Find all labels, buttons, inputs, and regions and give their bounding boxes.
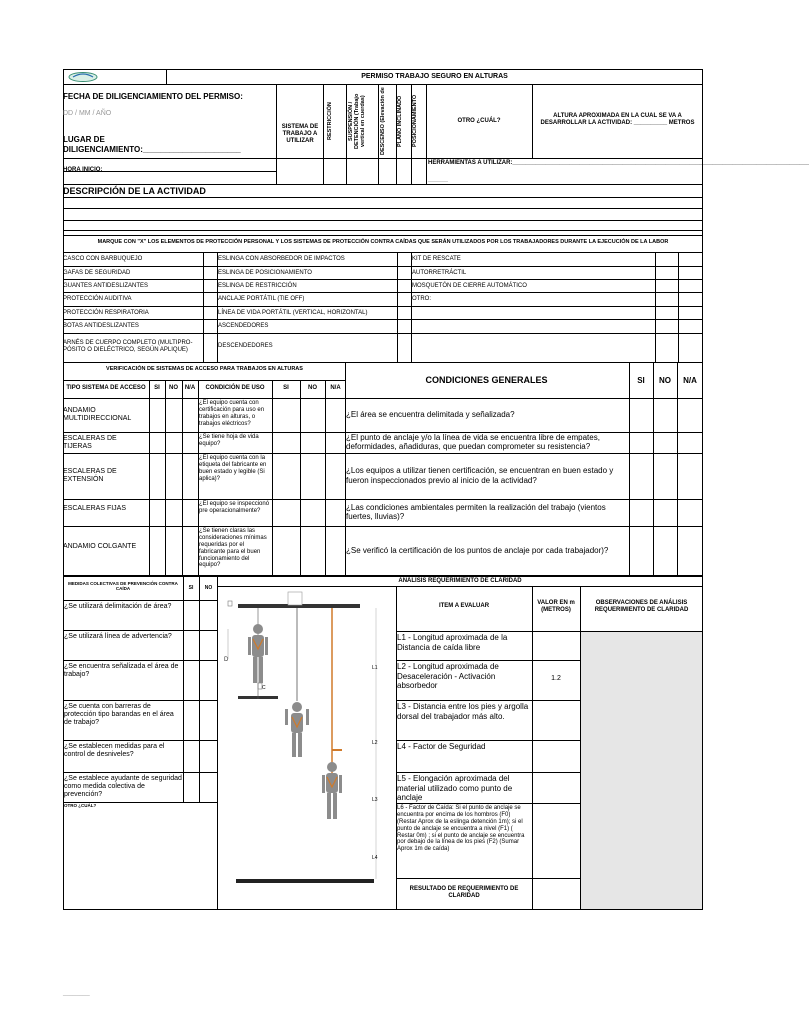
- acceso-check-cell[interactable]: [150, 527, 164, 575]
- acceso-check-cell[interactable]: [166, 399, 180, 431]
- acceso-check-cell[interactable]: [273, 433, 287, 452]
- condicion-check-cell[interactable]: [678, 454, 700, 498]
- acceso-tipo: ESCALERAS DE TIJERAS: [63, 434, 117, 450]
- condicion-check-cell[interactable]: [630, 454, 652, 498]
- condicion-check-cell[interactable]: [630, 399, 652, 431]
- claridad-valor-header: VALOR EN m (METROS): [537, 600, 575, 613]
- epp-item-label: PROTECCIÓN AUDITIVA: [63, 296, 132, 302]
- epp-instruction: MARQUE CON "X" LOS ELEMENTOS DE PROTECCIÓN PERSONAL Y LOS SISTEMAS DE PROTECCIÓN CONTRA CAÍDAS QUE SERÁN UTILIZADOS POR LOS TRABAJADORES DURANTE LA EJECUCIÓN DE LA LABOR: [97, 239, 669, 245]
- claridad-item: L4 - Factor de Seguridad: [397, 742, 486, 751]
- acceso-check-cell[interactable]: [183, 500, 197, 525]
- acceso-check-cell[interactable]: [150, 500, 164, 525]
- col-posicionamiento: POSICIONAMIENTO: [412, 94, 418, 148]
- condicion-check-cell[interactable]: [654, 500, 676, 525]
- epp-item-label: ANCLAJE PORTÁTIL (TIE OFF): [218, 296, 305, 302]
- acceso-condicion: ¿El equipo se inspeccionó pre operacionalmente?: [199, 501, 270, 514]
- acceso-tipo: ANDAMIO MULTIDIRECCIONAL: [63, 407, 132, 423]
- condiciones-na-header: N/A: [683, 376, 697, 385]
- acceso-check-cell[interactable]: [166, 433, 180, 452]
- condicion-check-cell[interactable]: [654, 399, 676, 431]
- diagram-label-l3: L3: [372, 797, 378, 803]
- epp-checkbox[interactable]: [398, 267, 410, 278]
- acceso-check-cell[interactable]: [326, 500, 340, 525]
- acceso-header-na: N/A: [330, 385, 341, 391]
- hora-field[interactable]: HORA INICIO:_______________: [63, 167, 153, 173]
- colectiva-text: ¿Se establece ayudante de seguridad como medida colectiva de prevención?: [64, 775, 182, 799]
- acceso-check-cell[interactable]: [273, 500, 287, 525]
- colectiva-check-cell[interactable]: [200, 601, 215, 629]
- epp-item-label: ESLINGA CON ABSORBEDOR DE IMPACTOS: [218, 256, 345, 262]
- acceso-check-cell[interactable]: [273, 454, 287, 498]
- acceso-check-cell[interactable]: [301, 500, 315, 525]
- form-title: PERMISO TRABAJO SEGURO EN ALTURAS: [361, 73, 508, 80]
- acceso-tipo: ANDAMIO COLGANTE: [63, 543, 137, 550]
- acceso-header-no: NO: [308, 385, 317, 391]
- colectivas-no-header: NO: [204, 585, 213, 591]
- logo-icon: [66, 70, 100, 83]
- epp-item-label: AUTORRETRÁCTIL: [412, 270, 467, 276]
- epp-item-label: ESLINGA DE POSICIONAMIENTO: [218, 270, 312, 276]
- acceso-check-cell[interactable]: [183, 527, 197, 575]
- epp-checkbox[interactable]: [204, 267, 216, 278]
- acceso-check-cell[interactable]: [183, 433, 197, 452]
- epp-checkbox[interactable]: [204, 280, 216, 291]
- condicion-text: ¿Las condiciones ambientales permiten la realización del trabajo (vientos fuertes, lluvias)?: [346, 502, 606, 522]
- epp-item-label: LÍNEA DE VIDA PORTÁTIL (VERTICAL, HORIZONTAL): [218, 310, 368, 316]
- acceso-check-cell[interactable]: [326, 454, 340, 498]
- condiciones-si-header: SI: [637, 376, 645, 385]
- epp-checkbox[interactable]: [398, 280, 410, 291]
- acceso-condicion: ¿Se tienen claras las consideraciones mínimas requeridas por el fabricante para el buen funcionamiento del equipo?: [199, 528, 267, 569]
- epp-checkbox[interactable]: [204, 253, 216, 265]
- altura-field[interactable]: ALTURA APROXIMADA EN LA CUAL SE VA A DESARROLLAR LA ACTIVIDAD: __________ METROS: [540, 113, 695, 126]
- acceso-condicion: ¿El equipo cuenta con la etiqueta del fabricante en buen estado y legible (Si aplica)?: [199, 455, 267, 482]
- epp-item-label: ARNÉS DE CUERPO COMPLETO (MULTIPRO-PÓSITO O DIELÉCTRICO, SEGÚN APLIQUE): [63, 340, 193, 353]
- condicion-check-cell[interactable]: [654, 454, 676, 498]
- colectiva-text: ¿Se utilizará delimitación de área?: [64, 603, 172, 610]
- epp-checkbox[interactable]: [204, 334, 216, 361]
- colectiva-check-cell[interactable]: [200, 661, 215, 699]
- acceso-condicion: ¿El equipo cuenta con certificación para uso en trabajos en alturas, o trabajos eléctricos?: [199, 400, 265, 427]
- epp-checkbox[interactable]: [398, 293, 410, 305]
- acceso-tipo: ESCALERAS DE EXTENSIÓN: [63, 468, 117, 484]
- fall-clearance-diagram: [222, 589, 394, 907]
- acceso-header-si: SI: [154, 385, 160, 391]
- col-plano: PLANO INCLINADO: [397, 95, 403, 147]
- acceso-check-cell[interactable]: [301, 527, 315, 575]
- epp-checkbox[interactable]: [656, 253, 677, 265]
- colectiva-check-cell[interactable]: [184, 661, 199, 699]
- acceso-header-condicion: CONDICIÓN DE USO: [205, 385, 265, 391]
- acceso-check-cell[interactable]: [183, 454, 197, 498]
- colectiva-check-cell[interactable]: [184, 741, 199, 771]
- colectiva-check-cell[interactable]: [200, 701, 215, 739]
- colectiva-check-cell[interactable]: [200, 773, 215, 801]
- colectivas-si-header: SI: [188, 585, 194, 591]
- epp-checkbox[interactable]: [398, 307, 410, 318]
- condiciones-no-header: NO: [659, 376, 671, 385]
- acceso-header-na: N/A: [184, 385, 196, 391]
- condiciones-title: CONDICIONES GENERALES: [425, 375, 548, 385]
- col-suspension: SUSPENSIÓN / DETENCIÓN (Trabajo vertical en cuerdas): [348, 93, 367, 149]
- acceso-title: VERIFICACIÓN DE SISTEMAS DE ACCESO PARA TRABAJOS EN ALTURAS: [106, 366, 303, 372]
- acceso-check-cell[interactable]: [301, 399, 315, 431]
- colectivas-otro: OTRO ¿CUÁL?: [64, 803, 97, 808]
- epp-checkbox[interactable]: [204, 320, 216, 332]
- colectiva-check-cell[interactable]: [184, 601, 199, 629]
- colectivas-title: MEDIDAS COLECTIVAS DE PREVENCIÓN CONTRA CAÍDA: [68, 581, 178, 591]
- condicion-check-cell[interactable]: [654, 527, 676, 575]
- fecha-input[interactable]: DD / MM / AÑO: [63, 110, 112, 117]
- acceso-check-cell[interactable]: [326, 399, 340, 431]
- epp-item-label: OTRO:: [412, 296, 431, 302]
- epp-checkbox[interactable]: [398, 320, 410, 332]
- epp-checkbox[interactable]: [398, 334, 410, 361]
- acceso-check-cell[interactable]: [301, 454, 315, 498]
- claridad-item: L1 - Longitud aproximada de la Distancia de caída libre: [397, 633, 508, 652]
- fecha-label: FECHA DE DILIGENCIAMIENTO DEL PERMISO:: [63, 92, 243, 101]
- diagram-label-l4: L4: [372, 855, 378, 861]
- resultado-label: RESULTADO DE REQUERIMIENTO DE CLARIDAD: [409, 886, 519, 899]
- epp-item-label: CASCO CON BARBUQUEJO: [63, 256, 143, 262]
- claridad-item: L6 - Factor de Caída: Si el punto de anclaje se encuentra por encima de los hombros (F0) (Restar Aprox de la eslinga detención 1m); si el punto de anclaje se encuentra a nivel (F1) ( Restar 0m) ; si el punto de anclaje se encuentra por debajo de la línea de los pies (F2) (Sumar Aprox 1m de caída): [397, 805, 525, 853]
- observaciones-area[interactable]: [581, 631, 702, 909]
- condicion-text: ¿El punto de anclaje y/o la línea de vida se encuentra libre de empates, deformidades, añadiduras, que puedan comprometer su resistencia?: [346, 432, 600, 452]
- colectiva-text: ¿Se encuentra señalizada el área de trabajo?: [64, 663, 179, 679]
- epp-item-label: GUANTES ANTIDESLIZANTES: [63, 283, 149, 289]
- acceso-check-cell[interactable]: [301, 433, 315, 452]
- claridad-obs-header: OBSERVACIONES DE ANÁLISIS REQUERIMIENTO DE CLARIDAD: [594, 600, 689, 613]
- condicion-check-cell[interactable]: [678, 527, 700, 575]
- epp-checkbox[interactable]: [656, 267, 677, 279]
- diagram-label-l1: L1: [372, 665, 378, 671]
- colectiva-check-cell[interactable]: [184, 773, 199, 801]
- colectiva-check-cell[interactable]: [200, 741, 215, 771]
- sistema-label: SISTEMA DE TRABAJO A UTILIZAR: [281, 124, 319, 144]
- condicion-check-cell[interactable]: [630, 500, 652, 525]
- acceso-check-cell[interactable]: [326, 527, 340, 575]
- condicion-text: ¿Se verificó la certificación de los puntos de anclaje por cada trabajador)?: [346, 546, 609, 555]
- herramientas-field[interactable]: HERRAMIENTAS A UTILIZAR:_________________________________________________________________________________________: [428, 160, 809, 166]
- otro-cual-label: OTRO ¿CUÁL?: [457, 118, 501, 124]
- acceso-check-cell[interactable]: [150, 433, 164, 452]
- acceso-check-cell[interactable]: [273, 527, 287, 575]
- condicion-check-cell[interactable]: [630, 527, 652, 575]
- claridad-item: L5 - Elongación aproximada del material utilizado como punto de anclaje: [397, 774, 513, 803]
- claridad-item-header: ITEM A EVALUAR: [438, 603, 490, 609]
- condicion-check-cell[interactable]: [678, 433, 700, 452]
- epp-item-label: BOTAS ANTIDESLIZANTES: [63, 323, 139, 329]
- condicion-check-cell[interactable]: [678, 399, 700, 431]
- claridad-item: L2 - Longitud aproximada de Desaceleración - Activación absorbedor: [397, 662, 499, 691]
- epp-item-label: KIT DE RESCATE: [412, 256, 461, 262]
- epp-item-label: ASCENDEDORES: [218, 323, 269, 329]
- colectiva-check-cell[interactable]: [184, 631, 199, 659]
- acceso-tipo: ESCALERAS FIJAS: [63, 504, 127, 512]
- claridad-title: ANÁLISIS REQUERIMIENTO DE CLARIDAD: [398, 578, 522, 584]
- acceso-check-cell[interactable]: [166, 454, 180, 498]
- acceso-header-tipo: TIPO SISTEMA DE ACCESO: [66, 385, 146, 391]
- condicion-check-cell[interactable]: [678, 500, 700, 525]
- diagram-label-l2: L2: [372, 740, 378, 746]
- condicion-text: ¿Los equipos a utilizar tienen certificación, se encuentran en buen estado y fueron inspeccionados previo al inicio de la actividad?: [346, 466, 614, 485]
- herramientas-line2: ______: [428, 176, 449, 182]
- lugar-field[interactable]: LUGAR DE DILIGENCIAMIENTO:______________________: [63, 135, 241, 154]
- colectiva-check-cell[interactable]: [200, 631, 215, 659]
- acceso-check-cell[interactable]: [150, 454, 164, 498]
- descripcion-title: DESCRIPCIÓN DE LA ACTIVIDAD: [63, 186, 206, 196]
- epp-checkbox[interactable]: [204, 293, 216, 305]
- acceso-check-cell[interactable]: [273, 399, 287, 431]
- acceso-header-no: NO: [169, 385, 178, 391]
- acceso-condicion: ¿Se tiene hoja de vida equipo?: [199, 434, 259, 447]
- colectiva-text: ¿Se utilizará línea de advertencia?: [64, 633, 172, 640]
- epp-item-label: PROTECCIÓN RESPIRATORIA: [63, 310, 149, 316]
- acceso-check-cell[interactable]: [150, 399, 164, 431]
- diagram-label-c: C: [262, 685, 266, 691]
- condicion-text: ¿El área se encuentra delimitada y señalizada?: [346, 410, 515, 419]
- epp-checkbox[interactable]: [398, 253, 410, 265]
- acceso-check-cell[interactable]: [166, 527, 180, 575]
- footer-mark: ________: [63, 990, 90, 996]
- epp-item-label: ESLINGA DE RESTRICCIÓN: [218, 283, 297, 289]
- epp-checkbox[interactable]: [656, 293, 677, 305]
- epp-item-label: DESCENDEDORES: [218, 343, 273, 349]
- condicion-check-cell[interactable]: [630, 433, 652, 452]
- colectiva-check-cell[interactable]: [184, 701, 199, 739]
- claridad-valor[interactable]: 1.2: [551, 675, 561, 682]
- colectiva-text: ¿Se establecen medidas para el control de desniveles?: [64, 743, 165, 759]
- epp-item-label: MOSQUETÓN DE CIERRE AUTOMÁTICO: [412, 283, 527, 289]
- acceso-check-cell[interactable]: [166, 500, 180, 525]
- diagram-label-d: D: [224, 657, 229, 663]
- claridad-item: L3 - Distancia entre los pies y argolla dorsal del trabajador más alto.: [397, 702, 529, 721]
- epp-checkbox[interactable]: [204, 307, 216, 318]
- col-descenso: DESCENSO (Elevación de: [380, 87, 386, 155]
- colectiva-text: ¿Se cuenta con barreras de protección tipo barandas en el área de trabajo?: [64, 703, 174, 727]
- acceso-header-si: SI: [283, 385, 289, 391]
- col-restriccion: RESTRICCIÓN: [327, 102, 333, 140]
- condicion-check-cell[interactable]: [654, 433, 676, 452]
- epp-item-label: GAFAS DE SEGURIDAD: [63, 270, 131, 276]
- acceso-check-cell[interactable]: [183, 399, 197, 431]
- acceso-check-cell[interactable]: [326, 433, 340, 452]
- epp-checkbox[interactable]: [656, 280, 677, 292]
